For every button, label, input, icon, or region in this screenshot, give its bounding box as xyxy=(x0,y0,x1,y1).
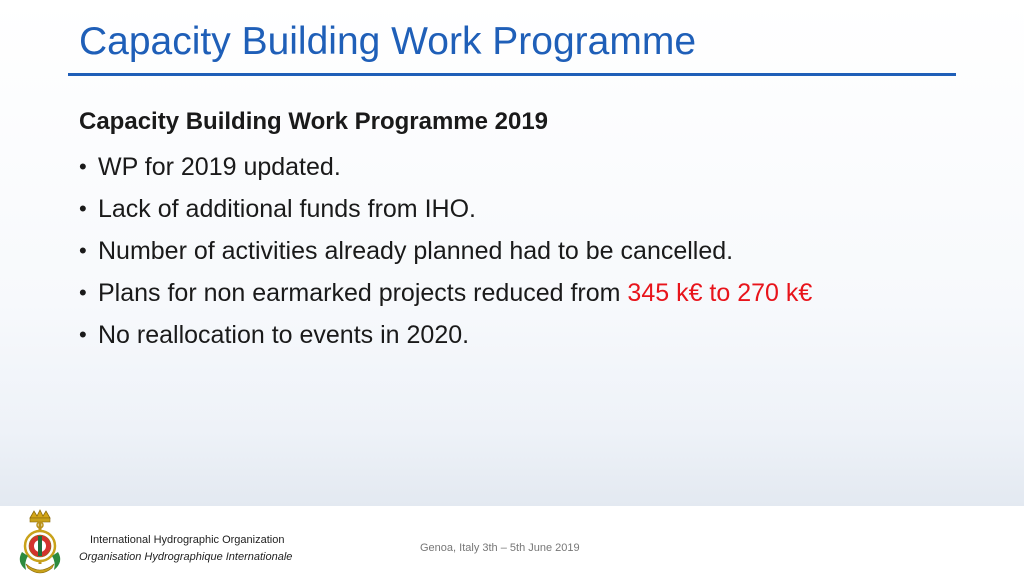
bullet-icon: • xyxy=(79,154,87,179)
bullet-text: WP for 2019 updated. xyxy=(98,153,341,181)
slide-title: Capacity Building Work Programme xyxy=(79,20,697,63)
bullet-item xyxy=(79,146,979,188)
slide-footer xyxy=(0,506,1024,576)
budget-highlight: 345 k€ to 270 k€ xyxy=(627,279,813,307)
bullet-item xyxy=(79,230,979,272)
bullet-item xyxy=(79,272,979,314)
bullet-icon: • xyxy=(79,322,87,347)
org-name-french: Organisation Hydrographique Internationale xyxy=(79,551,293,563)
bullet-text: Lack of additional funds from IHO. xyxy=(98,195,476,223)
slide-content xyxy=(79,104,979,356)
content-subheading: Capacity Building Work Programme 2019 xyxy=(79,108,549,135)
bullet-text: No reallocation to events in 2020. xyxy=(98,321,470,349)
event-location-date: Genoa, Italy 3th – 5th June 2019 xyxy=(420,542,580,554)
org-name-english: International Hydrographic Organization xyxy=(90,534,285,546)
bullet-icon: • xyxy=(79,196,87,221)
bullet-item xyxy=(79,314,979,356)
iho-emblem-icon xyxy=(12,508,68,578)
bullet-item xyxy=(79,188,979,230)
bullet-text: Plans for non earmarked projects reduced from xyxy=(98,279,628,307)
title-underline xyxy=(68,73,956,76)
bullet-icon: • xyxy=(79,238,87,263)
bullet-icon: • xyxy=(79,280,87,305)
bullet-list xyxy=(79,146,979,356)
bullet-text: Number of activities already planned had to be cancelled. xyxy=(98,237,734,265)
